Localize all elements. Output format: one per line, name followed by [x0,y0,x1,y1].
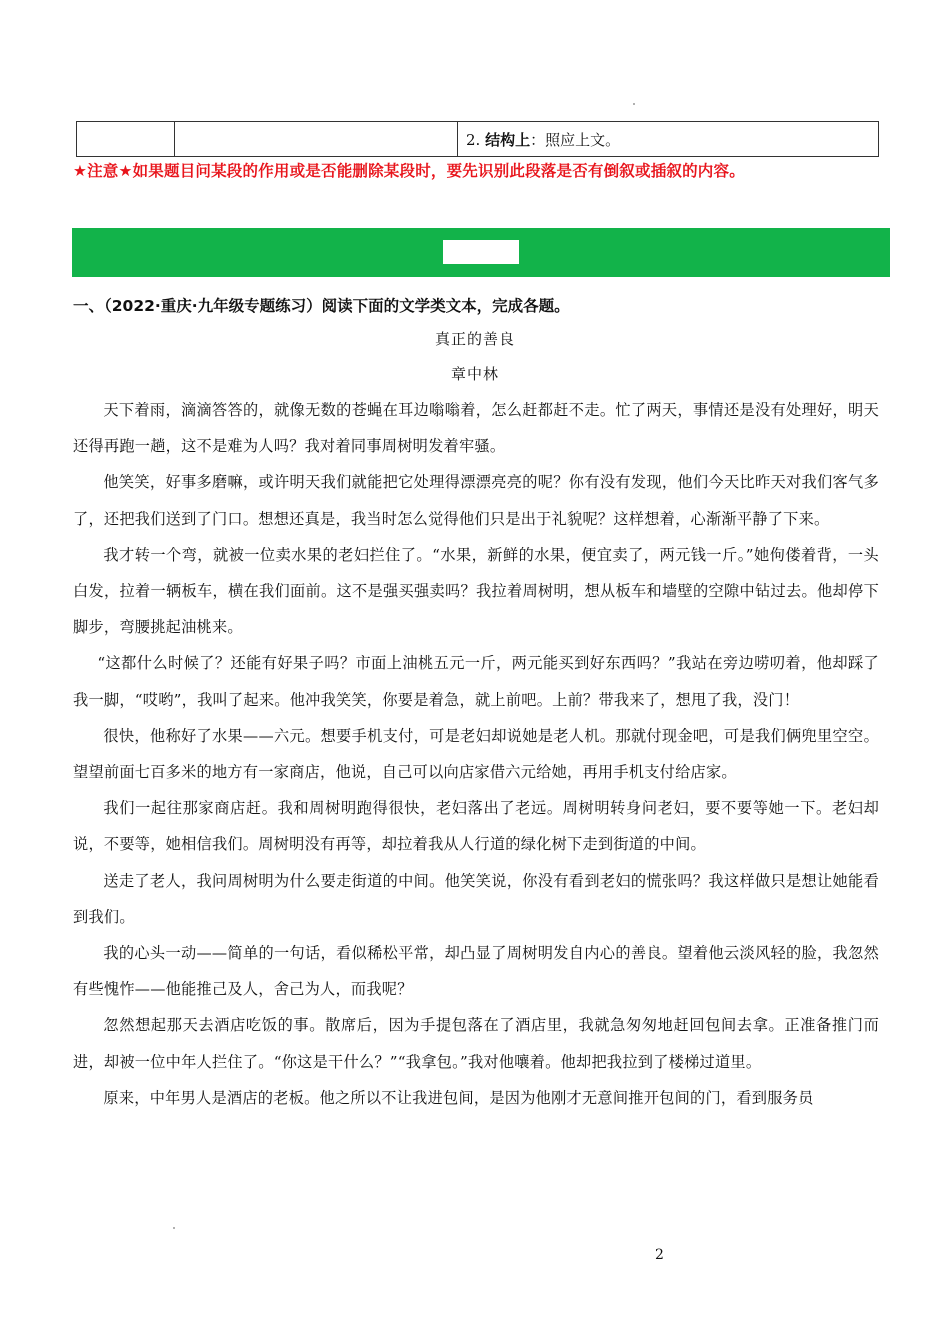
article-body [73,392,879,1116]
structure-label: 结构上 [485,130,531,149]
speck [173,1227,175,1229]
speck [633,103,635,105]
paragraph: 送走了老人，我问周树明为什么要走街道的中间。他笑笑说，你没有看到老妇的慌张吗？我这样做只是想让她能看到我们。 [73,871,879,926]
notice-text: ★注意★如果题目问某段的作用或是否能删除某段时，要先识别此段落是否有倒叙或插叙的内容。 [73,162,745,180]
section-banner [72,228,890,277]
table-cell-empty [77,122,175,157]
question-title: 一、（2022·重庆·九年级专题练习）阅读下面的文学类文本，完成各题。 [73,297,570,315]
paragraph: 我们一起往那家商店赶。我和周树明跑得很快，老妇落出了老远。周树明转身问老妇，要不要等她一下。老妇却说，不要等，她相信我们。周树明没有再等，却拉着我从人行道的绿化树下走到街道的中间。 [73,799,879,854]
paragraph: 很快，他称好了水果——六元。想要手机支付，可是老妇却说她是老人机。那就付现金吧，可是我们俩兜里空空。望望前面七百多米的地方有一家商店，他说，自己可以向店家借六元给她，再用手机支付给店家。 [73,726,879,782]
article-author: 章中林 [450,365,499,383]
page-number: 2 [655,1247,664,1263]
continuation-table [76,121,879,157]
paragraph: “这都什么时候了？还能有好果子吗？市面上油桃五元一斤，两元能买到好东西吗？”我站在旁边唠叨着，他却踩了我一脚，“哎哟”，我叫了起来。他冲我笑笑，你要是着急，就上前吧。上前？带我来了，想甩了我，没门！ [73,654,879,709]
banner-label-box [443,240,519,264]
table-row [77,122,879,157]
structure-text: ：照应上文。 [530,130,621,149]
paragraph: 我的心头一动——简单的一句话，看似稀松平常，却凸显了周树明发自内心的善良。望着他云淡风轻的脸，我忽然有些愧怍——他能推己及人，舍己为人，而我呢？ [73,944,879,999]
paragraph: 忽然想起那天去酒店吃饭的事。散席后，因为手提包落在了酒店里，我就急匆匆地赶回包间去拿。正准备推门而进，却被一位中年人拦住了。“你这是干什么？”“我拿包。”我对他嚷着。他却把我拉到了楼梯过道里。 [73,1016,879,1071]
paragraph: 原来，中年男人是酒店的老板。他之所以不让我进包间，是因为他刚才无意间推开包间的门，看到服务员 [103,1088,814,1107]
list-number: 2. [466,130,481,149]
paragraph: 他笑笑，好事多磨嘛，或许明天我们就能把它处理得漂漂亮亮的呢？你有没有发现，他们今天比昨天对我们客气多了，还把我们送到了门口。想想还真是，我当时怎么觉得他们只是出于礼貌呢？这样想着，心渐渐平静了下来。 [73,473,879,528]
paragraph: 我才转一个弯，就被一位卖水果的老妇拦住了。“水果，新鲜的水果，便宜卖了，两元钱一斤。”她佝偻着背，一头白发，拉着一辆板车，横在我们面前。这不是强买强卖吗？我拉着周树明，想从板车和墙壁的空隙中钻过去。他却停下脚步，弯腰挑起油桃来。 [73,545,879,637]
article-title: 真正的善良 [434,330,515,348]
table-cell-structure [458,122,879,157]
table-cell-empty [175,122,458,157]
paragraph: 天下着雨，滴滴答答的，就像无数的苍蝇在耳边嗡嗡着，怎么赶都赶不走。忙了两天，事情还是没有处理好，明天还得再跑一趟，这不是难为人吗？我对着同事周树明发着牢骚。 [73,401,879,456]
